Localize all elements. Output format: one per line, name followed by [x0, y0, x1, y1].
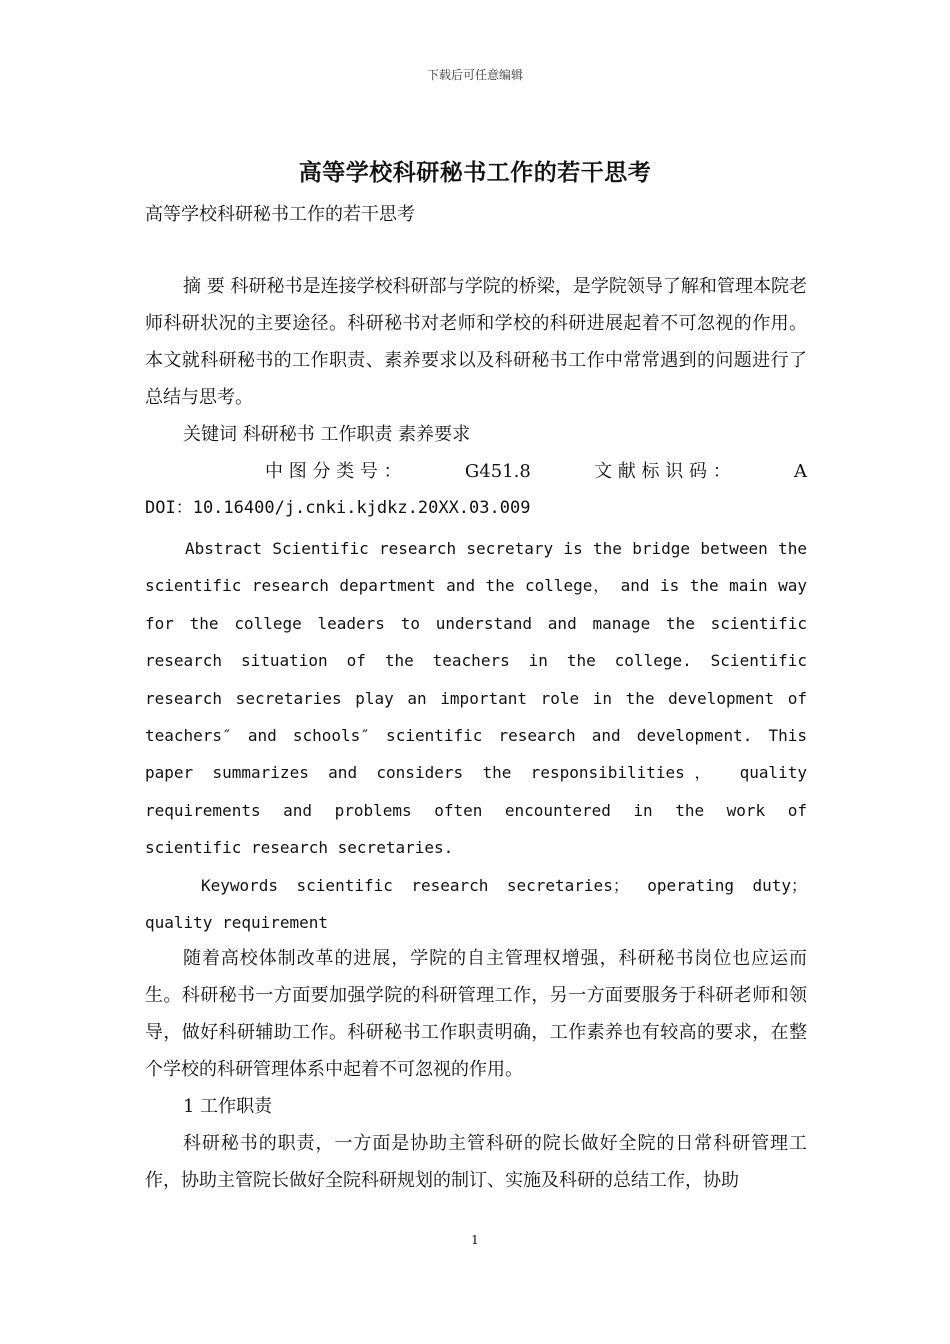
- section1-paragraph: 科研秘书的职责，一方面是协助主管科研的院长做好全院的日常科研管理工作，协助主管院长做好全院科研规划的制订、实施及科研的总结工作，协助: [145, 1133, 807, 1191]
- doc-value: A: [793, 461, 807, 482]
- abstract-cn: 摘 要 科研秘书是连接学校科研部与学院的桥梁，是学院领导了解和管理本院老师科研状况的主要途径。科研秘书对老师和学校的科研进展起着不可忽视的作用。本文就科研秘书的工作职责、素养要求以及科研秘书工作中常常遇到的问题进行了总结与思考。: [145, 276, 807, 408]
- keywords-cn: 关键词 科研秘书 工作职责 素养要求: [183, 424, 471, 445]
- document-title: 高等学校科研秘书工作的若干思考: [298, 159, 652, 186]
- main-text-block: [145, 940, 807, 1199]
- document-subtitle: 高等学校科研秘书工作的若干思考: [145, 204, 415, 225]
- intro-paragraph: 随着高校体制改革的进展，学院的自主管理权增强，科研秘书岗位也应运而生。科研秘书一方面要加强学院的科研管理工作，另一方面要服务于科研老师和领导，做好科研辅助工作。科研秘书工作职责明确，工作素养也有较高的要求，在整个学校的科研管理体系中起着不可忽视的作用。: [145, 948, 807, 1080]
- doi-line: DOI：10.16400/j.cnki.kjdkz.20XX.03.009: [145, 498, 531, 518]
- page-number: 1: [471, 1233, 479, 1247]
- keywords-en: Keywords scientific research secretaries； operating duty； quality requirement: [145, 875, 807, 933]
- doc-label: 文 献 标 识 码 ：: [594, 461, 731, 482]
- section1-heading: 1 工作职责: [183, 1096, 273, 1117]
- clc-value: G451.8: [464, 461, 531, 482]
- clc-label: 中 图 分 类 号 ：: [265, 461, 402, 482]
- abstract-en-block: [145, 530, 807, 941]
- abstract-en: Abstract Scientific research secretary is the bridge between the scientific research department and the college， and is the main way for the college leaders to understand and manage the scientific research situation of the teachers in the college. Scientific research secretaries play an important role in the development of teachers″ and schools″ scientific research and development. This paper summarizes and considers the responsibilities， quality requirements and problems often encountered in the work of scientific research secretaries.: [145, 539, 807, 858]
- classification-line: [145, 453, 807, 490]
- abstract-cn-block: [145, 268, 807, 527]
- page-header: 下载后可任意编辑: [426, 68, 523, 82]
